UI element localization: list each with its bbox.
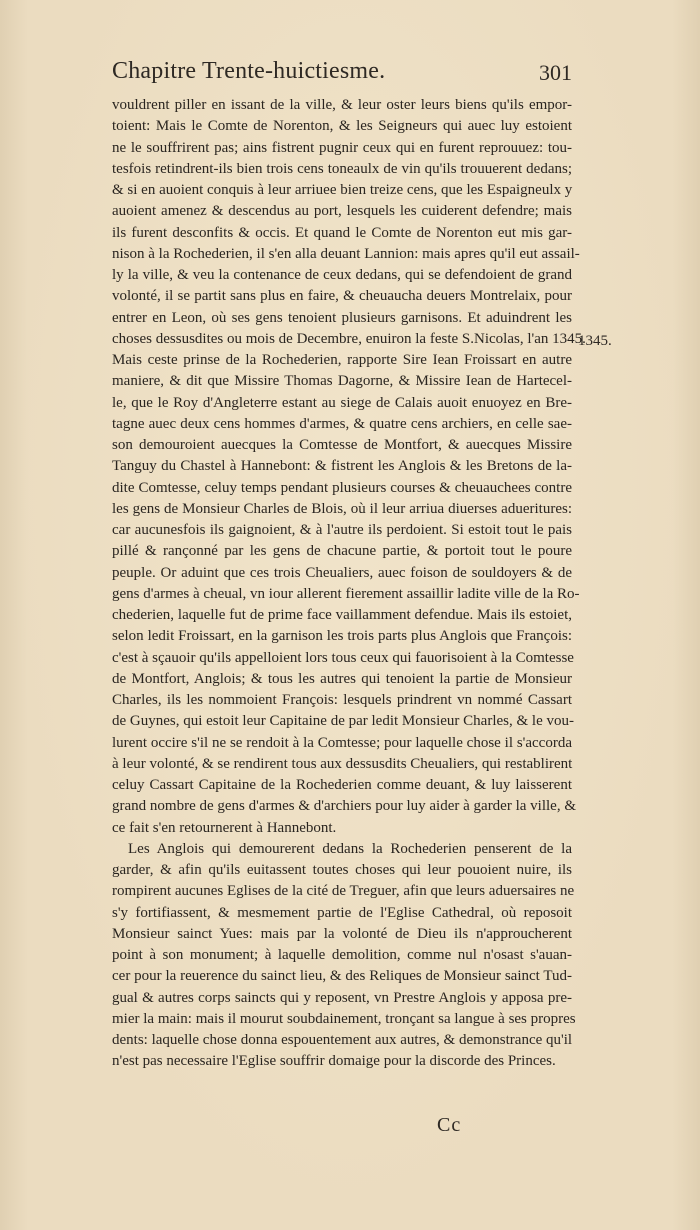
text-line: auoient amenez & descendus au port, lesquels les cuiderent defendre; mais [112,203,572,220]
text-line: s'y fortifiassent, & mesmement partie de l'Eglise Cathedral, où reposoit [112,904,572,921]
text-line: choses dessusdites ou mois de Decembre, enuiron la feste S.Nicolas, l'an 1345. [112,330,586,347]
text-line: nison à la Rochederien, il s'en alla deuant Lannion: mais apres qu'il eut assail- [112,245,580,262]
text-line: le, que le Roy d'Angleterre estant au siege de Calais auoit enuoyez en Bre- [112,394,572,411]
text-line: Mais ceste prinse de la Rochederien, rapporte Sire Iean Froissart en autre [112,352,572,368]
text-line: les gens de Monsieur Charles de Blois, où il leur arriua diuerses adueritures: [112,500,572,517]
text-line: cer pour la reuerence du sainct lieu, & des Reliques de Monsieur sainct Tud- [112,968,572,985]
text-line: peuple. Or aduint que ces trois Cheualiers, auec foison de souldoyers & de [112,564,572,581]
text-line: selon ledit Froissart, en la garnison les trois parts plus Anglois que François: [112,628,572,645]
page-number: 301 [539,60,572,85]
text-line: Tanguy du Chastel à Hannebont: & fistrent les Anglois & les Bretons de la- [112,458,572,475]
text-line: de Guynes, qui estoit leur Capitaine de par ledit Monsieur Charles, & le vou- [112,713,574,730]
text-line: à leur volonté, & se rendirent tous aux dessusdits Cheualiers, qui restablirent [112,755,573,772]
text-line: rompirent aucunes Eglises de la cité de Treguer, afin que leurs aduersaires ne [112,883,575,900]
text-line: Les Anglois qui demourerent dedans la Rochederien penserent de la [128,840,572,857]
text-line: n'est pas necessaire l'Eglise souffrir domaige pour la discorde des Princes. [112,1053,556,1070]
body-text [112,95,586,1073]
page-header [112,58,572,92]
text-line: vouldrent piller en issant de la ville, & leur oster leurs biens qu'ils empor- [112,97,572,113]
text-line: tesfois retindrent-ils bien trois cens toneaulx de vin qu'ils trouuerent dedans; [112,160,572,177]
text-line: car aucunesfois ils gaignoient, & à l'autre ils perdoient. Si estoit tout le pais [112,522,572,538]
text-line: garder, & afin qu'ils euitassent toutes choses qui leur pouoient nuire, ils [112,862,572,878]
text-line: lurent occire s'il ne se rendoit à la Comtesse; pour laquelle chose il s'accorda [112,734,572,751]
text-line: & si en auoient conquis à leur arriuee bien treize cens, que les Espaigneulx y [112,182,573,198]
text-line: tagne auec deux cens hommes d'armes, & quatre cens archiers, en celle sae- [112,415,572,432]
margin-year-note: 1345. [578,333,612,349]
text-line: dents: laquelle chose donna espouentement aux autres, & demonstrance qu'il [112,1032,573,1048]
text-line: Charles, ils les nommoient François: lesquels prindrent vn nommé Cassart [112,692,572,708]
text-line: dite Comtesse, celuy temps pendant plusieurs courses & cheuauchees contre [112,479,572,496]
text-line: maniere, & dit que Missire Thomas Dagorne, & Missire Iean de Hartecel- [112,373,572,390]
text-line: mier la main: mais il mourut soubdainement, tronçant sa langue à ses propres [112,1010,576,1027]
text-line: chederien, laquelle fut de prime face vaillamment defendue. Mais ils estoiet, [112,607,572,623]
text-line: gual & autres corps saincts qui y reposent, vn Prestre Anglois y apposa pre- [112,989,572,1006]
text-line: son demouroient auecques la Comtesse de Montfort, & auecques Missire [112,437,572,453]
text-line: c'est à sçauoir qu'ils appelloient lors tous ceux qui fauorisoient à la Comtesse [112,649,574,666]
text-line: celuy Cassart Capitaine de la Rochederien comme deuant, & luy laisserent [112,777,572,793]
text-line: ne le souffrirent pas; ains fistrent pugnir ceux qui en furent reprouuez: tou- [112,139,572,156]
text-line: point à son monument; à laquelle demolition, comme nul n'osast s'auan- [112,947,572,963]
signature-mark: Cc [437,1114,462,1136]
text-line: entrer en Leon, où ses gens tenoient plusieurs garnisons. Et aduindrent les [112,309,572,326]
text-line: ce fait s'en retournerent à Hannebont. [112,819,337,836]
text-line: ly la ville, & veu la contenance de ceux dedans, qui se defendoient de grand [112,267,572,283]
running-title: Chapitre Trente-huictiesme. [112,58,386,84]
text-line: gens d'armes à cheual, vn iour allerent fierement assaillir ladite ville de la Ro- [112,585,580,602]
text-line: de Montfort, Anglois; & tous les autres qui tenoient la partie de Monsieur [112,670,572,687]
text-line: ils furent desconfits & occis. Et quand le Comte de Norenton eut mis gar- [112,224,572,241]
text-line: volonté, il se partit sans plus en faire, & cheuaucha deuers Montrelaix, pour [112,288,572,305]
text-line: toient: Mais le Comte de Norenton, & les Seigneurs qui auec luy estoient [112,118,572,135]
text-line: Monsieur sainct Yues: mais par la volonté de Dieu ils n'approucherent [112,925,572,942]
text-line: pillé & rançonné par les gens de chacune partie, & portoit tout le poure [112,543,572,560]
text-line: grand nombre de gens d'armes & d'archiers pour luy aider à garder la ville, & [112,798,576,815]
